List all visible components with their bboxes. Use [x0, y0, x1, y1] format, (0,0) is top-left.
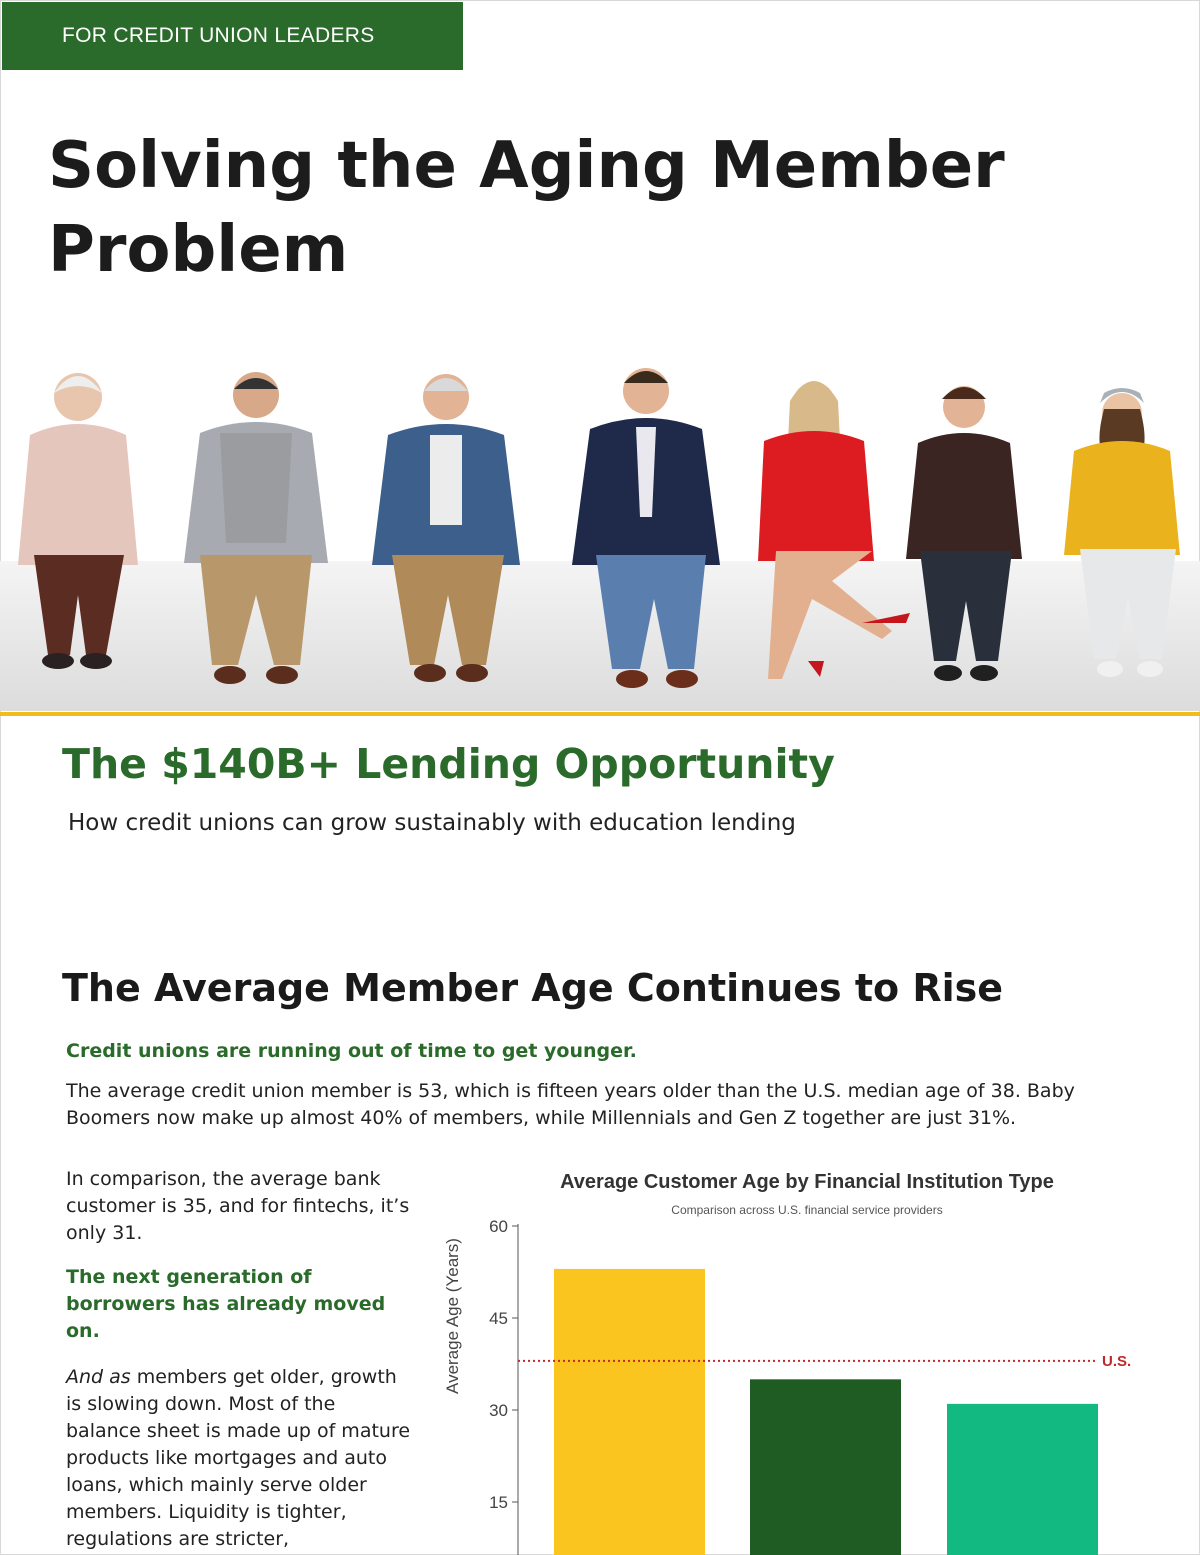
page-title-line1: Solving the Aging Member: [48, 129, 1005, 203]
growth-paragraph: [66, 1364, 411, 1553]
growth-paragraph-text: members get older, growth is slowing down. Most of the balance sheet is made up of mature products like mortgages and auto loans, which mainly serve older members. Liquidity is tighter, regulations are stricter,: [66, 1366, 411, 1550]
divider-line: [0, 712, 1200, 716]
chart-bar: [554, 1269, 705, 1555]
age-paragraph: The average credit union member is 53, which is fifteen years older than the U.S. median age of 38. Baby Boomers now make up almost 40% of members, while Millennials and Gen Z together are just 31%.: [66, 1080, 1075, 1129]
growth-paragraph-italic: And as: [66, 1366, 131, 1388]
section-heading: The $140B+ Lending Opportunity: [62, 740, 835, 788]
hero-illustration: [0, 355, 1200, 717]
section-subheading: How credit unions can grow sustainably with education lending: [68, 810, 796, 836]
chart-subtitle: Comparison across U.S. financial service providers: [671, 1203, 943, 1217]
chart-plot: [489, 1217, 1131, 1555]
chart-title: Average Customer Age by Financial Institution Type: [560, 1171, 1054, 1193]
comparison-paragraph: In comparison, the average bank customer is 35, and for fintechs, it’s only 31.: [66, 1168, 410, 1244]
page-title: [48, 124, 1088, 292]
chart-bar: [947, 1404, 1098, 1555]
age-lead: Credit unions are running out of time to get younger.: [66, 1040, 637, 1062]
audience-tag-text: FOR CREDIT UNION LEADERS: [62, 24, 375, 47]
chart-y-tick-label: 15: [489, 1493, 508, 1512]
borrowers-lead: The next generation of borrowers has already moved on.: [66, 1266, 386, 1342]
chart-y-axis-label: Average Age (Years): [443, 1238, 462, 1394]
audience-tag: [2, 2, 463, 70]
hero-image: [0, 355, 1200, 717]
page-title-line2: Problem: [48, 213, 349, 287]
chart-reference-label: U.S.: [1102, 1352, 1132, 1370]
chart-y-tick-label: 60: [489, 1217, 508, 1236]
chart-y-tick-label: 30: [489, 1401, 508, 1420]
chart-bar: [750, 1379, 901, 1555]
chart-y-tick-label: 45: [489, 1309, 508, 1328]
age-chart: [430, 1160, 1200, 1555]
age-heading: The Average Member Age Continues to Rise: [62, 966, 1004, 1010]
age-chart-svg: [430, 1160, 1200, 1555]
